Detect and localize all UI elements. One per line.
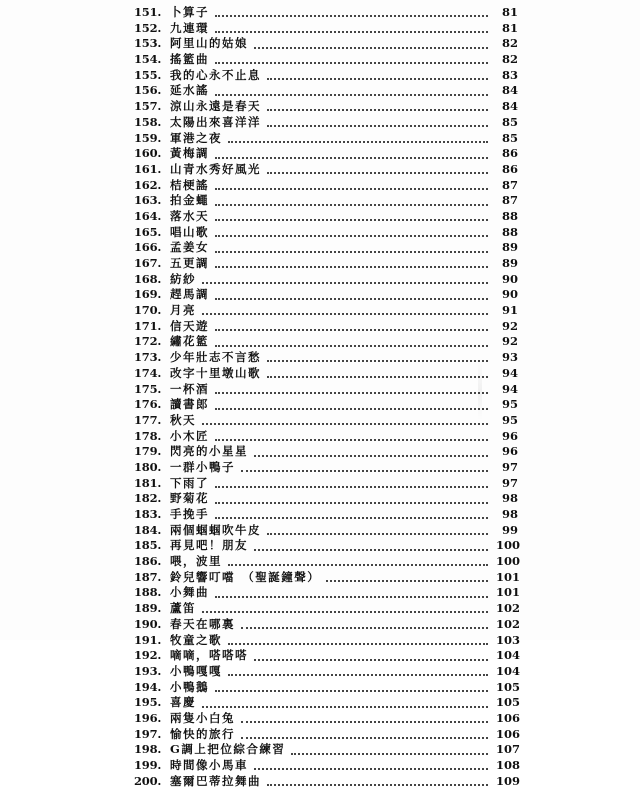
toc-entry: [134, 303, 518, 319]
entry-number: 153.: [134, 36, 162, 51]
entry-page-number: 102: [496, 601, 521, 616]
entry-page-number: 100: [496, 538, 521, 553]
entry-title: 手挽手: [170, 507, 209, 521]
entry-title: 搖籃曲: [170, 52, 209, 67]
dot-leader: [215, 438, 488, 441]
entry-page-number: 106: [496, 726, 521, 741]
dot-leader: [228, 140, 488, 143]
entry-page-number: 96: [501, 444, 518, 459]
entry-title: 嘀嘀，嗒嗒嗒: [170, 648, 248, 663]
dot-leader: [267, 375, 488, 378]
entry-number: 170.: [134, 303, 162, 318]
entry-number: 179.: [134, 444, 162, 459]
dot-leader: [215, 61, 488, 64]
entry-title: 牧童之歌: [170, 632, 222, 647]
entry-page-number: 104: [496, 648, 521, 663]
entry-number: 184.: [134, 522, 162, 537]
entry-page-number: 84: [501, 99, 518, 114]
toc-entry: [134, 538, 521, 554]
entry-title: 喜慶: [170, 695, 196, 710]
toc-entry: [134, 507, 518, 523]
entry-page-number: 85: [501, 130, 518, 145]
entry-page-number: 104: [496, 663, 521, 678]
toc-entry: [134, 413, 518, 429]
entry-title: 月亮: [170, 303, 196, 318]
entry-number: 192.: [134, 648, 162, 663]
entry-title: 我的心永不止息: [170, 67, 261, 82]
dot-leader: [215, 203, 488, 206]
entry-page-number: 87: [501, 177, 518, 192]
dot-leader: [215, 501, 488, 504]
dot-leader: [241, 720, 488, 723]
toc-entry: [134, 99, 518, 115]
toc-entry: [134, 569, 521, 586]
entry-number: 187.: [134, 569, 162, 584]
entry-page-number: 98: [501, 507, 518, 521]
entry-number: 178.: [134, 428, 162, 443]
dot-leader: [215, 14, 488, 17]
dot-leader: [215, 689, 488, 692]
dot-leader: [254, 46, 488, 49]
entry-page-number: 97: [501, 475, 518, 490]
entry-number: 162.: [134, 177, 162, 192]
entry-title: 喂，波里: [170, 554, 222, 569]
dot-leader: [267, 359, 488, 362]
toc-entry: [134, 209, 518, 225]
toc-entry: [134, 382, 518, 398]
entry-title: 趕馬調: [170, 287, 209, 302]
entry-title: 山青水秀好風光: [170, 161, 261, 176]
table-of-contents: [134, 5, 521, 789]
toc-entry: [134, 632, 521, 649]
dot-leader: [215, 30, 488, 33]
entry-page-number: 105: [496, 695, 521, 710]
dot-leader: [215, 328, 488, 331]
entry-title: 卜算子: [170, 5, 209, 19]
entry-title: 一群小鴨子: [170, 459, 235, 474]
entry-page-number: 96: [501, 428, 518, 443]
entry-title: 蘆笛: [170, 601, 196, 616]
toc-entry: [134, 397, 518, 413]
dot-leader: [267, 783, 488, 786]
dot-leader: [215, 93, 488, 96]
toc-entry: [134, 83, 518, 99]
entry-number: 196.: [134, 710, 162, 725]
toc-entry: [134, 444, 518, 460]
entry-title: 延水謠: [170, 83, 209, 98]
entry-page-number: 82: [501, 36, 518, 51]
entry-title: 下雨了: [170, 475, 209, 490]
entry-page-number: 98: [501, 491, 518, 506]
entry-page-number: 88: [501, 224, 518, 239]
entry-page-number: 101: [496, 585, 521, 600]
entry-number: 167.: [134, 256, 162, 270]
entry-title: 紡紗: [170, 271, 196, 286]
entry-page-number: 93: [501, 350, 518, 365]
entry-page-number: 102: [496, 616, 521, 631]
entry-number: 197.: [134, 726, 162, 741]
entry-title: 落水天: [170, 208, 209, 223]
toc-entry: [134, 319, 518, 335]
toc-entry: [134, 225, 518, 241]
toc-entry: [134, 648, 521, 664]
entry-title: 塞爾巴蒂拉舞曲: [170, 773, 261, 788]
toc-entry: [134, 601, 521, 617]
entry-title: 桔梗謠: [170, 177, 209, 192]
entry-number: 181.: [134, 475, 162, 490]
entry-number: 168.: [134, 271, 162, 286]
entry-number: 200.: [134, 773, 162, 788]
dot-leader: [215, 250, 488, 253]
entry-page-number: 95: [501, 412, 518, 427]
entry-title: 兩隻小白兔: [170, 710, 235, 725]
entry-title: 一杯酒: [170, 381, 209, 396]
toc-entry: [134, 256, 518, 272]
entry-page-number: 103: [496, 632, 521, 647]
dot-leader: [215, 234, 488, 237]
entry-page-number: 91: [501, 303, 518, 318]
entry-page-number: 106: [496, 710, 521, 725]
dot-leader: [215, 265, 488, 268]
entry-page-number: 81: [501, 5, 518, 19]
entry-number: 195.: [134, 695, 162, 710]
entry-title: 孟姜女: [170, 240, 209, 255]
dot-leader: [241, 626, 488, 629]
toc-entry: [134, 272, 518, 288]
entry-page-number: 108: [496, 758, 521, 772]
toc-entry: [134, 287, 518, 303]
entry-number: 180.: [134, 459, 162, 474]
entry-page-number: 101: [496, 569, 521, 584]
entry-number: 155.: [134, 67, 162, 82]
entry-page-number: 105: [496, 679, 521, 694]
dot-leader: [215, 516, 488, 519]
dot-leader: [228, 563, 488, 566]
dot-leader: [326, 579, 488, 582]
entry-number: 185.: [134, 538, 162, 553]
entry-title: 阿里山的姑娘: [170, 36, 248, 51]
dot-leader: [267, 532, 488, 535]
entry-title: 野菊花: [170, 491, 209, 506]
entry-number: 152.: [134, 20, 162, 35]
dot-leader: [241, 469, 488, 472]
entry-number: 159.: [134, 130, 162, 145]
entry-title: 改字十里墩山歌: [170, 365, 261, 380]
entry-number: 165.: [134, 224, 162, 239]
entry-number: 191.: [134, 632, 162, 647]
dot-leader: [202, 610, 488, 613]
entry-number: 186.: [134, 554, 162, 569]
entry-page-number: 99: [501, 522, 518, 537]
entry-page-number: 82: [501, 52, 518, 67]
entry-number: 160.: [134, 146, 162, 161]
entry-number: 176.: [134, 397, 162, 412]
toc-entry: [134, 476, 518, 492]
entry-page-number: 90: [501, 287, 518, 302]
entry-number: 175.: [134, 381, 162, 396]
toc-entry: [134, 162, 518, 178]
dot-leader: [228, 642, 488, 645]
entry-title: 小木匠: [170, 428, 209, 443]
toc-entry: [134, 523, 518, 539]
entry-page-number: 90: [501, 271, 518, 286]
entry-number: 193.: [134, 663, 162, 678]
entry-title: 小舞曲: [170, 585, 209, 600]
entry-title: 兩個蝈蝈吹牛皮: [170, 522, 261, 537]
toc-entry: [134, 491, 518, 507]
entry-number: 151.: [134, 5, 162, 19]
dot-leader: [202, 281, 488, 284]
entry-number: 164.: [134, 208, 162, 223]
toc-entry: [134, 663, 521, 680]
entry-title: 愉快的旅行: [170, 726, 235, 741]
entry-number: 183.: [134, 507, 162, 521]
toc-entry: [134, 334, 518, 350]
entry-number: 189.: [134, 601, 162, 616]
entry-page-number: 92: [501, 334, 518, 349]
entry-title: 拍金蠅: [170, 193, 209, 208]
entry-title: G調上把位綜合練習: [170, 742, 286, 757]
entry-page-number: 92: [501, 318, 518, 333]
toc-entry: [134, 146, 518, 162]
dot-leader: [215, 156, 488, 159]
toc-entry: [134, 131, 518, 147]
entry-number: 174.: [134, 365, 162, 380]
entry-title: 春天在哪裏: [170, 616, 235, 631]
entry-page-number: 81: [501, 20, 518, 35]
entry-title: 鈴兒響叮噹 （聖誕鐘聲）: [170, 569, 321, 584]
entry-title: 讀書郎: [170, 397, 209, 412]
toc-entry: [134, 710, 521, 727]
dot-leader: [215, 485, 488, 488]
toc-entry: [134, 773, 521, 789]
dot-leader: [228, 673, 488, 676]
entry-title: 小鴨鵝: [170, 679, 209, 694]
toc-entry: [134, 178, 518, 194]
entry-number: 166.: [134, 240, 162, 255]
toc-entry: [134, 52, 518, 68]
entry-number: 172.: [134, 334, 162, 349]
dot-leader: [202, 705, 488, 708]
toc-entry: [134, 695, 521, 711]
entry-page-number: 88: [501, 208, 518, 223]
entry-title: 繡花籃: [170, 334, 209, 349]
entry-page-number: 109: [496, 773, 521, 788]
entry-title: 軍港之夜: [170, 130, 222, 145]
dot-leader: [215, 297, 488, 300]
entry-number: 157.: [134, 99, 162, 114]
dot-leader: [215, 344, 488, 347]
entry-number: 171.: [134, 318, 162, 333]
entry-page-number: 86: [501, 161, 518, 176]
toc-entry: [134, 585, 521, 601]
entry-number: 199.: [134, 758, 162, 772]
entry-number: 182.: [134, 491, 162, 506]
entry-page-number: 83: [501, 67, 518, 82]
toc-entry: [134, 616, 521, 633]
toc-entry: [134, 193, 518, 209]
toc-entry: [134, 240, 518, 256]
dot-leader: [215, 218, 488, 221]
toc-entry: [134, 68, 518, 84]
toc-entry: [134, 742, 521, 758]
entry-number: 163.: [134, 193, 162, 208]
entry-title: 秋天: [170, 412, 196, 427]
entry-number: 173.: [134, 350, 162, 365]
entry-page-number: 84: [501, 83, 518, 98]
entry-number: 198.: [134, 742, 162, 757]
toc-entry: [134, 429, 518, 445]
toc-entry: [134, 460, 518, 476]
dot-leader: [254, 658, 488, 661]
dot-leader: [241, 736, 488, 739]
toc-entry: [134, 5, 518, 21]
entry-number: 190.: [134, 616, 162, 631]
toc-entry: [134, 366, 518, 382]
entry-title: 黃梅調: [170, 146, 209, 161]
entry-page-number: 87: [501, 193, 518, 208]
toc-entry: [134, 21, 518, 37]
dot-leader: [202, 422, 488, 425]
toc-entry: [134, 726, 521, 743]
entry-title: 涼山永遠是春天: [170, 99, 261, 114]
entry-title: 太陽出來喜洋洋: [170, 114, 261, 129]
dot-leader: [291, 752, 488, 755]
entry-title: 信天遊: [170, 318, 209, 333]
entry-number: 169.: [134, 287, 162, 302]
entry-number: 188.: [134, 585, 162, 600]
dot-leader: [254, 548, 488, 551]
dot-leader: [215, 391, 488, 394]
entry-title: 小鴨嘎嘎: [170, 663, 222, 678]
entry-title: 九連環: [170, 20, 209, 35]
entry-page-number: 95: [501, 397, 518, 412]
dot-leader: [267, 124, 488, 127]
entry-page-number: 107: [496, 742, 521, 757]
entry-page-number: 85: [501, 114, 518, 129]
entry-page-number: 97: [501, 459, 518, 474]
toc-entry: [134, 350, 518, 366]
entry-number: 156.: [134, 83, 162, 98]
entry-number: 161.: [134, 161, 162, 176]
toc-entry: [134, 36, 518, 52]
dot-leader: [254, 454, 488, 457]
entry-title: 五更調: [170, 256, 209, 270]
dot-leader: [215, 407, 488, 410]
dot-leader: [254, 767, 488, 770]
entry-page-number: 100: [496, 554, 521, 569]
entry-title: 閃亮的小星星: [170, 444, 248, 459]
entry-title: 時間像小馬車: [170, 758, 248, 772]
entry-number: 154.: [134, 52, 162, 67]
entry-page-number: 86: [501, 146, 518, 161]
dot-leader: [267, 171, 488, 174]
toc-entry: [134, 758, 521, 774]
toc-entry: [134, 554, 521, 570]
dot-leader: [267, 108, 488, 111]
dot-leader: [215, 187, 488, 190]
dot-leader: [267, 77, 488, 80]
entry-number: 158.: [134, 114, 162, 129]
dot-leader: [202, 312, 488, 315]
entry-page-number: 89: [501, 240, 518, 255]
entry-page-number: 94: [501, 365, 518, 380]
entry-title: 少年壯志不言愁: [170, 350, 261, 365]
entry-number: 194.: [134, 679, 162, 694]
toc-entry: [134, 679, 521, 696]
toc-entry: [134, 115, 518, 131]
entry-number: 177.: [134, 412, 162, 427]
entry-title: 再見吧！朋友: [170, 538, 248, 553]
entry-page-number: 89: [501, 256, 518, 270]
dot-leader: [215, 595, 488, 598]
entry-title: 唱山歌: [170, 224, 209, 239]
entry-page-number: 94: [501, 381, 518, 396]
